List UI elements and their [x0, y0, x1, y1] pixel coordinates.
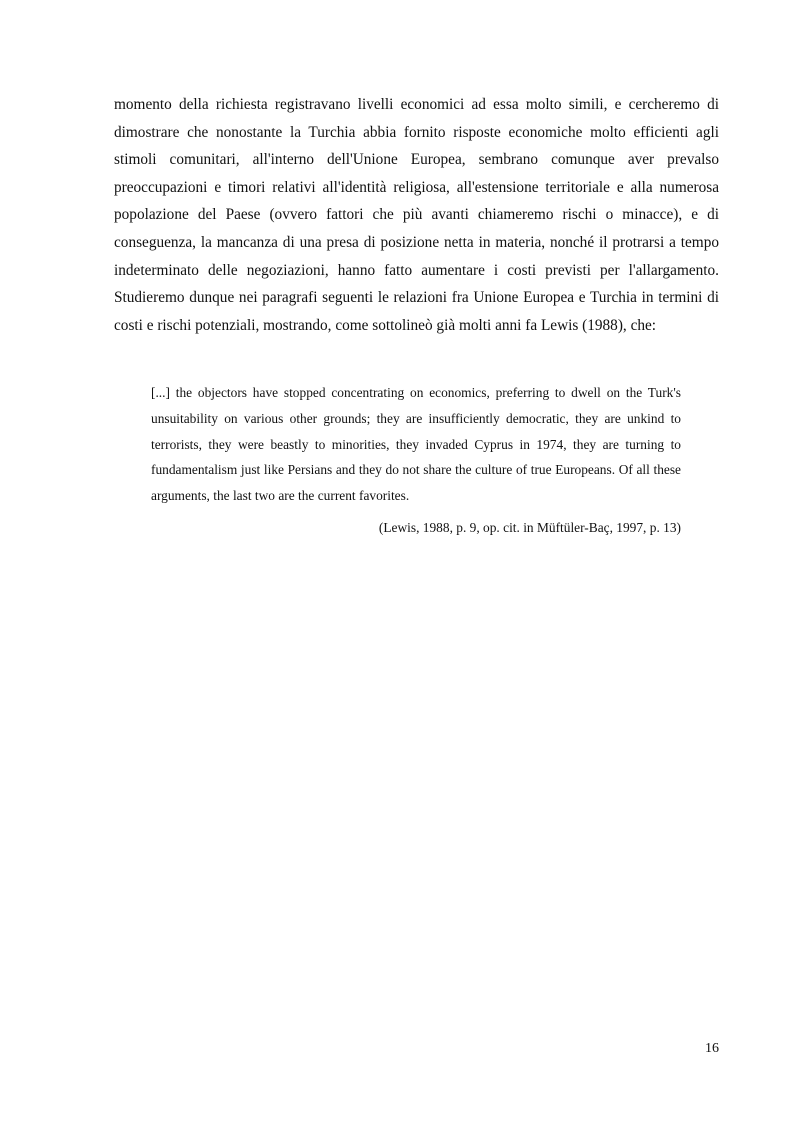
- quote-text: [...] the objectors have stopped concentrating on economics, preferring to dwell on the Turk's unsuitability on various other grounds; they are insufficiently democratic, they are unkind to terrorists, they were beastly to minorities, they invaded Cyprus in 1974, they are turning to fundamentalism just like Persians and they do not share the culture of true Europeans. Of all these arguments, the last two are the current favorites.: [151, 385, 681, 504]
- body-paragraph: momento della richiesta registravano livelli economici ad essa molto simili, e cercheremo di dimostrare che nonostante la Turchia abbia fornito risposte economiche molto efficienti agli stimoli comunitari, all'interno dell'Unione Europea, sembrano comunque aver prevalso preoccupazioni e timori relativi all'identità religiosa, all'estensione territoriale e alla numerosa popolazione del Paese (ovvero fattori che più avanti chiameremo rischi o minacce), e di conseguenza, la mancanza di una presa di posizione netta in materia, nonché il protrarsi a tempo indeterminato delle negoziazioni, hanno fatto aumentare i costi previsti per l'allargamento. Studieremo dunque nei paragrafi seguenti le relazioni fra Unione Europea e Turchia in termini di costi e rischi potenziali, mostrando, come sottolineò già molti anni fa Lewis (1988), che:: [114, 96, 719, 334]
- quote-citation: (Lewis, 1988, p. 9, op. cit. in Müftüler-Baç, 1997, p. 13): [378, 519, 681, 535]
- page-number: 16: [705, 1041, 719, 1056]
- block-quote: [151, 380, 681, 538]
